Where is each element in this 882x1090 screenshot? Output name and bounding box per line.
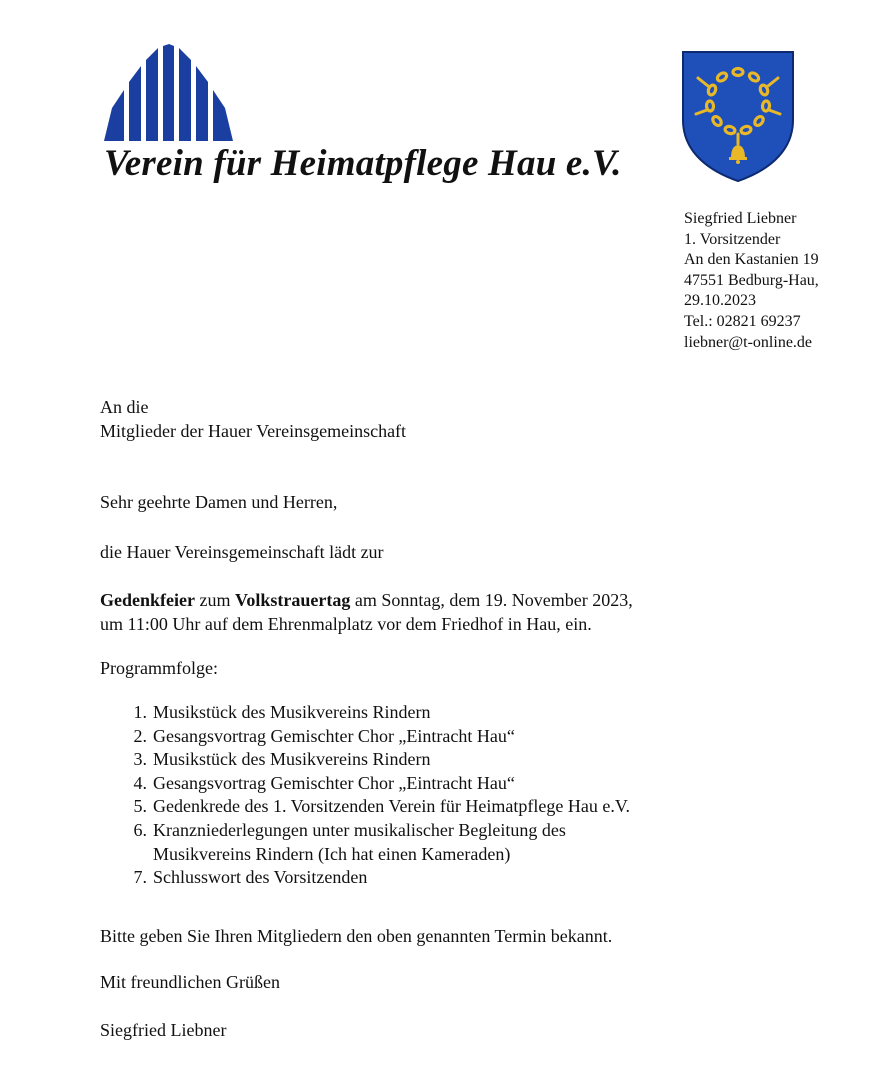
sender-role: 1. Vorsitzender — [684, 230, 781, 248]
recipient-line-2: Mitglieder der Hauer Vereinsgemeinschaft — [100, 421, 407, 441]
sender-address-block — [684, 209, 819, 353]
recipient-line-1: An die — [100, 397, 149, 417]
heimatpflege-logo-icon — [104, 44, 234, 142]
sender-email: liebner@t-online.de — [684, 333, 813, 351]
salutation: Sehr geehrte Damen und Herren, — [100, 492, 338, 512]
sender-street: An den Kastanien 19 — [684, 251, 819, 269]
sender-name: Siegfried Liebner — [684, 210, 797, 227]
intro-text: die Hauer Vereinsgemeinschaft lädt zur — [100, 542, 384, 562]
event-date: am Sonntag, dem 19. November 2023, — [350, 590, 633, 610]
event-announcement — [100, 588, 633, 636]
sender-city: 47551 Bedburg-Hau, — [684, 271, 819, 289]
event-line-1 — [100, 588, 633, 612]
program-item: 3. Musikstück des Musikvereins Rindern — [133, 749, 431, 770]
recipient-block — [100, 395, 406, 443]
program-heading: Programmfolge: — [100, 658, 218, 678]
sender-phone: Tel.: 02821 69237 — [684, 312, 801, 330]
event-connector: zum — [194, 590, 235, 610]
request-text: Bitte geben Sie Ihren Mitgliedern den oben genannten Termin bekannt. — [100, 926, 613, 946]
program-item: 5. Gedenkrede des 1. Vorsitzenden Verein für Heimatpflege Hau e.V. — [133, 796, 631, 817]
organization-name: Verein für Heimatpflege Hau e.V. — [104, 143, 622, 184]
letter-date: 29.10.2023 — [684, 292, 756, 310]
event-occasion: Volkstrauertag — [234, 590, 351, 610]
program-item: 1. Musikstück des Musikvereins Rindern — [133, 702, 431, 722]
program-list — [122, 701, 630, 890]
event-name: Gedenkfeier — [100, 590, 195, 610]
program-item: 4. Gesangsvortrag Gemischter Chor „Eintracht Hau“ — [133, 772, 515, 793]
program-item: 2. Gesangsvortrag Gemischter Chor „Eintracht Hau“ — [133, 725, 515, 746]
coat-of-arms-icon — [680, 50, 796, 182]
event-line-2: um 11:00 Uhr auf dem Ehrenmalplatz vor dem Friedhof in Hau, ein. — [100, 614, 592, 634]
closing-text: Mit freundlichen Grüßen — [100, 972, 280, 992]
program-item: 7. Schlusswort des Vorsitzenden — [133, 867, 368, 888]
signature-name: Siegfried Liebner — [100, 1020, 227, 1040]
program-item: 6. Kranzniederlegungen unter musikalischer Begleitung des Musikvereins Rindern (Ich hat einen Kameraden) — [133, 819, 566, 864]
